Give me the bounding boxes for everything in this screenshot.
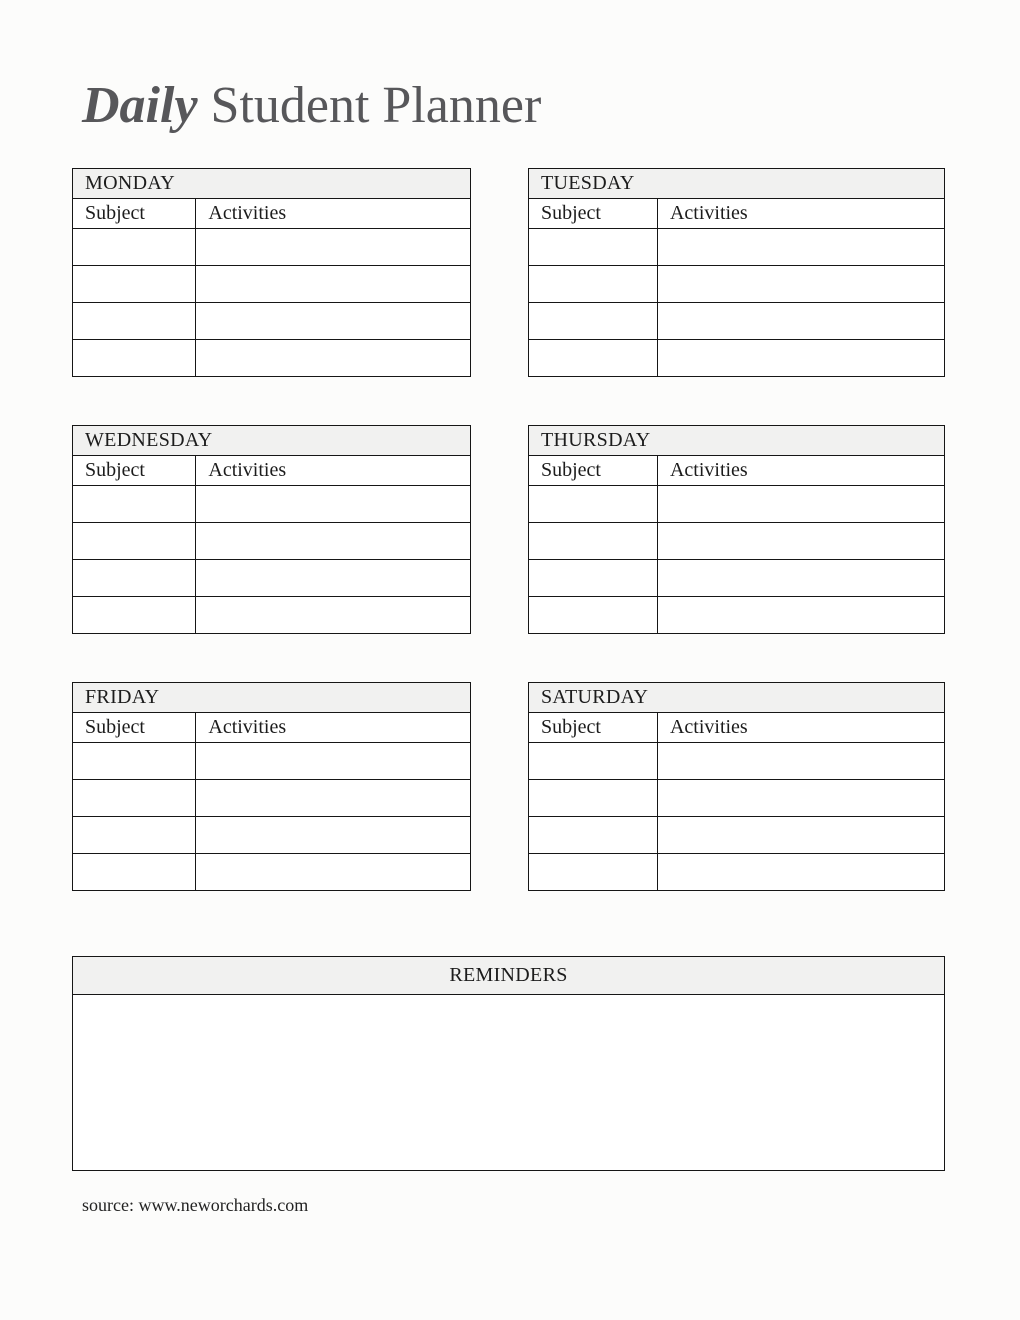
activities-column-header: Activities [657, 456, 944, 486]
activities-cell [657, 523, 944, 560]
reminders-header: REMINDERS [73, 957, 944, 995]
activities-cell [657, 780, 944, 817]
subject-cell [73, 780, 196, 817]
subject-column-header: Subject [73, 713, 196, 743]
day-table-thursday [528, 425, 945, 634]
table-row [73, 780, 471, 817]
subject-column-header: Subject [529, 713, 658, 743]
day-header-friday: FRIDAY [73, 683, 471, 713]
table-row [529, 743, 945, 780]
activities-column-header: Activities [196, 456, 471, 486]
table-row [73, 817, 471, 854]
activities-column-header: Activities [657, 713, 944, 743]
activities-cell [657, 817, 944, 854]
activities-cell [196, 303, 471, 340]
table-row [73, 266, 471, 303]
activities-cell [196, 340, 471, 377]
activities-cell [657, 303, 944, 340]
source-attribution: source: www.neworchards.com [82, 1195, 309, 1215]
day-table-saturday [528, 682, 945, 891]
activities-column-header: Activities [196, 713, 471, 743]
activities-cell [657, 486, 944, 523]
table-row [529, 854, 945, 891]
activities-cell [196, 523, 471, 560]
activities-column-header: Activities [196, 199, 471, 229]
subject-cell [529, 303, 658, 340]
day-header-saturday: SATURDAY [529, 683, 945, 713]
day-header-monday: MONDAY [73, 169, 471, 199]
subject-cell [73, 854, 196, 891]
activities-cell [657, 597, 944, 634]
subject-cell [529, 486, 658, 523]
day-tables-grid [72, 168, 945, 891]
subject-column-header: Subject [73, 456, 196, 486]
subject-cell [529, 523, 658, 560]
day-header-tuesday: TUESDAY [529, 169, 945, 199]
table-row [529, 486, 945, 523]
table-row [73, 303, 471, 340]
reminders-section [72, 956, 945, 1171]
table-row [529, 817, 945, 854]
activities-column-header: Activities [657, 199, 944, 229]
subject-cell [73, 486, 196, 523]
table-row [529, 523, 945, 560]
activities-cell [196, 560, 471, 597]
day-table-friday [72, 682, 471, 891]
table-row [529, 229, 945, 266]
subject-cell [73, 817, 196, 854]
subject-cell [529, 817, 658, 854]
subject-column-header: Subject [529, 199, 658, 229]
table-row [73, 597, 471, 634]
subject-cell [529, 597, 658, 634]
activities-cell [657, 340, 944, 377]
subject-cell [73, 597, 196, 634]
title-rest: Student Planner [210, 77, 542, 134]
subject-cell [529, 854, 658, 891]
table-row [73, 486, 471, 523]
activities-cell [657, 743, 944, 780]
day-table-wednesday [72, 425, 471, 634]
table-row [73, 229, 471, 266]
activities-cell [196, 266, 471, 303]
reminders-body [73, 995, 944, 1170]
day-header-wednesday: WEDNESDAY [73, 426, 471, 456]
subject-cell [529, 780, 658, 817]
activities-cell [196, 817, 471, 854]
activities-cell [657, 560, 944, 597]
subject-cell [529, 560, 658, 597]
subject-cell [529, 340, 658, 377]
subject-cell [73, 340, 196, 377]
subject-cell [529, 743, 658, 780]
subject-cell [73, 266, 196, 303]
table-row [73, 523, 471, 560]
activities-cell [196, 229, 471, 266]
subject-cell [73, 743, 196, 780]
table-row [529, 560, 945, 597]
subject-column-header: Subject [73, 199, 196, 229]
table-row [529, 597, 945, 634]
activities-cell [196, 780, 471, 817]
day-header-thursday: THURSDAY [529, 426, 945, 456]
table-row [73, 340, 471, 377]
table-row [73, 854, 471, 891]
table-row [529, 303, 945, 340]
subject-cell [73, 303, 196, 340]
subject-cell [73, 523, 196, 560]
activities-cell [196, 854, 471, 891]
table-row [529, 780, 945, 817]
subject-cell [529, 266, 658, 303]
table-row [529, 266, 945, 303]
table-row [529, 340, 945, 377]
table-row [73, 743, 471, 780]
activities-cell [657, 266, 944, 303]
subject-cell [529, 229, 658, 266]
activities-cell [196, 743, 471, 780]
table-row [73, 560, 471, 597]
subject-cell [73, 229, 196, 266]
title-emphasis: Daily [82, 77, 198, 134]
activities-cell [196, 597, 471, 634]
activities-cell [657, 229, 944, 266]
activities-cell [657, 854, 944, 891]
day-table-monday [72, 168, 471, 377]
page-title [82, 0, 945, 136]
subject-column-header: Subject [529, 456, 658, 486]
activities-cell [196, 486, 471, 523]
subject-cell [73, 560, 196, 597]
day-table-tuesday [528, 168, 945, 377]
